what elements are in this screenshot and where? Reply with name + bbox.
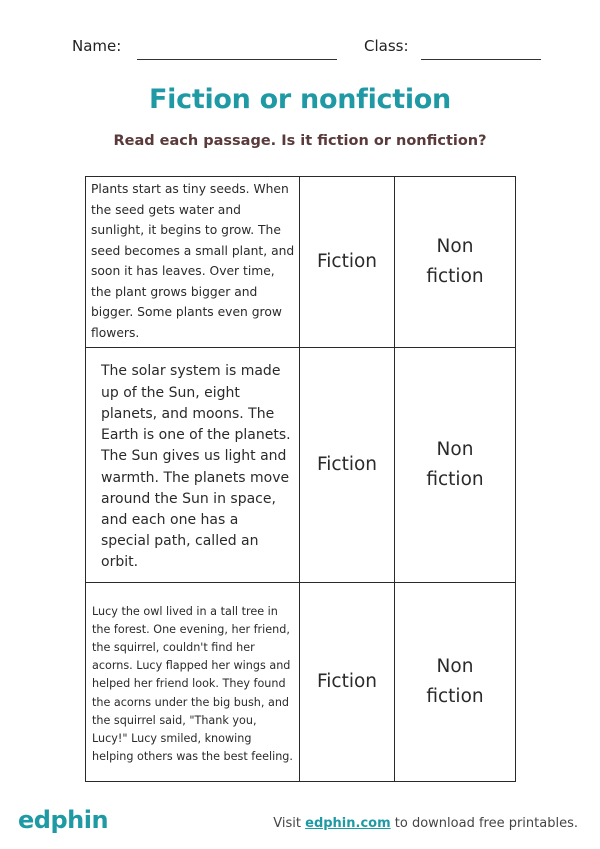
nonfiction-label-line1: Non xyxy=(436,236,474,257)
fiction-label: Fiction xyxy=(316,454,378,475)
class-field[interactable] xyxy=(421,59,541,60)
header-row xyxy=(0,36,600,66)
worksheet-table xyxy=(85,176,516,782)
nonfiction-label-line2: fiction xyxy=(426,686,484,707)
fiction-option[interactable] xyxy=(300,583,395,782)
page-title: Fiction or nonfiction xyxy=(149,84,451,115)
edphin-logo[interactable]: edphin xyxy=(18,806,109,834)
table-row xyxy=(86,348,516,583)
passage-text: Lucy the owl lived in a tall tree in the forest. One evening, her friend, the squirrel, couldn't find her acorns. Lucy flapped her wings and helped her friend look. They found the acorns under the big bush, and the squirrel said, "Thank you, Lucy!" Lucy smiled, knowing helping others was the best feeling. xyxy=(92,604,293,764)
fiction-option[interactable] xyxy=(300,177,395,348)
fiction-label: Fiction xyxy=(316,251,378,272)
name-label: Name: xyxy=(72,37,122,55)
nonfiction-option[interactable] xyxy=(395,177,516,348)
instructions: Read each passage. Is it fiction or nonfiction? xyxy=(113,133,487,149)
passage-cell xyxy=(86,177,300,348)
fiction-label: Fiction xyxy=(316,671,378,692)
passage-cell xyxy=(86,348,300,583)
table-row xyxy=(86,583,516,782)
footer-note xyxy=(273,816,578,831)
table-row xyxy=(86,177,516,348)
nonfiction-label-line1: Non xyxy=(436,439,474,460)
footer-link[interactable]: edphin.com xyxy=(305,816,391,831)
passage-cell xyxy=(86,583,300,782)
nonfiction-option[interactable] xyxy=(395,583,516,782)
footer-text-before: Visit xyxy=(273,816,306,831)
fiction-option[interactable] xyxy=(300,348,395,583)
nonfiction-label-line2: fiction xyxy=(426,469,484,490)
nonfiction-label-line1: Non xyxy=(436,656,474,677)
nonfiction-label-line2: fiction xyxy=(426,266,484,287)
class-label: Class: xyxy=(364,37,409,55)
nonfiction-option[interactable] xyxy=(395,348,516,583)
footer-text-after: to download free printables. xyxy=(390,816,578,831)
passage-text: The solar system is made up of the Sun, eight planets, and moons. The Earth is one of the planets. The Sun gives us light and warmth. The planets move around the Sun in space, and each one has a special path, called an orbit. xyxy=(101,363,291,571)
passage-text: Plants start as tiny seeds. When the seed gets water and sunlight, it begins to grow. The seed becomes a small plant, and soon it has leaves. Over time, the plant grows bigger and bigger. Some plants even grow flowers. xyxy=(91,182,295,340)
name-field[interactable] xyxy=(137,59,337,60)
